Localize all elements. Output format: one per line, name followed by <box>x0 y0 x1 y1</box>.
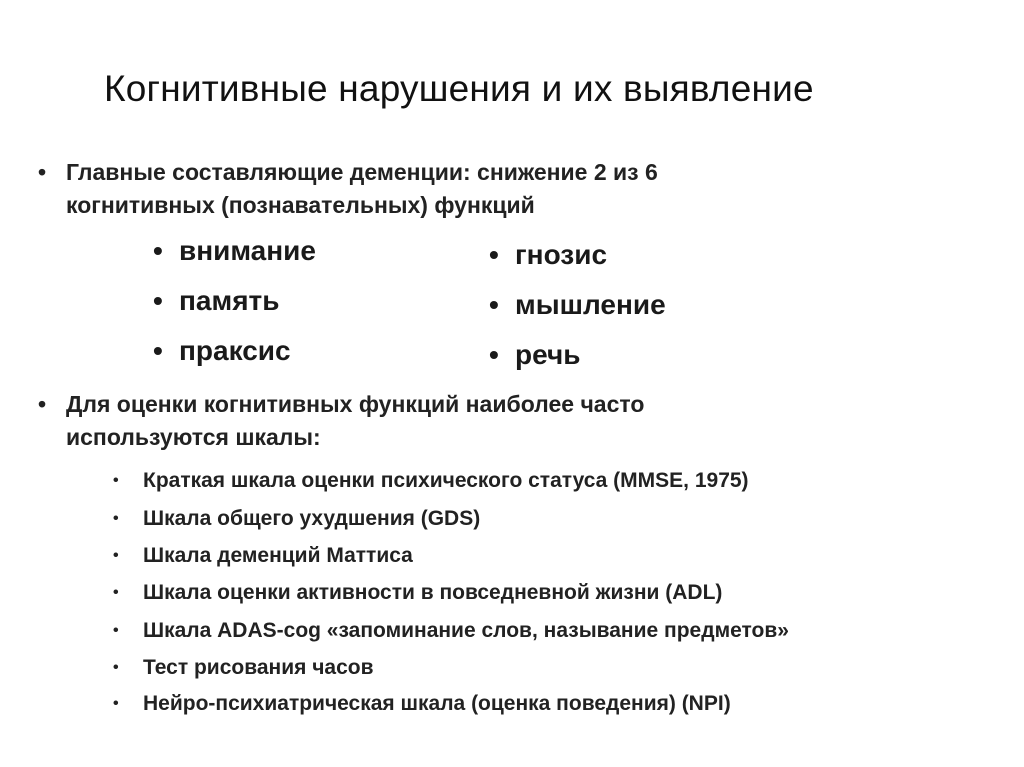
bullet-assessment-scales <box>38 388 838 454</box>
bullet-marker: • <box>153 235 163 266</box>
function-label: внимание <box>179 235 316 266</box>
bullet-marker: • <box>113 472 119 489</box>
function-item <box>153 284 279 318</box>
bullet-text-line1: Для оценки когнитивных функций наиболее часто <box>66 391 645 417</box>
function-label: мышление <box>515 289 666 320</box>
bullet-marker: • <box>113 695 119 712</box>
bullet-marker: • <box>113 510 119 527</box>
scale-label: Нейро-психиатрическая шкала (оценка поведения) (NPI) <box>143 692 731 715</box>
function-item <box>489 338 580 372</box>
bullet-marker: • <box>489 239 499 270</box>
bullet-marker: • <box>38 159 47 185</box>
function-label: речь <box>515 339 581 370</box>
scale-label: Тест рисования часов <box>143 656 374 679</box>
bullet-marker: • <box>113 547 119 564</box>
function-item <box>153 234 316 268</box>
function-label: праксис <box>179 335 291 366</box>
function-item <box>489 238 607 272</box>
scale-item <box>113 579 722 607</box>
bullet-text-line2: используются шкалы: <box>66 424 321 450</box>
bullet-text-line2: когнитивных (познавательных) функций <box>66 192 535 218</box>
bullet-marker: • <box>489 339 499 370</box>
bullet-marker: • <box>113 584 119 601</box>
scale-item <box>113 690 731 718</box>
scale-item <box>113 467 749 495</box>
scale-label: Шкала ADAS-cog «запоминание слов, называние предметов» <box>143 619 789 642</box>
scale-item <box>113 617 789 645</box>
scale-item <box>113 542 413 570</box>
bullet-text-line1: Главные составляющие деменции: снижение 2 из 6 <box>66 159 658 185</box>
function-label: гнозис <box>515 239 608 270</box>
function-item <box>153 334 291 368</box>
scale-label: Шкала деменций Маттиса <box>143 544 413 567</box>
scale-label: Шкала общего ухудшения (GDS) <box>143 507 481 530</box>
bullet-dementia-components <box>38 156 838 222</box>
scale-label: Шкала оценки активности в повседневной жизни (ADL) <box>143 581 723 604</box>
function-label: память <box>179 285 280 316</box>
bullet-marker: • <box>113 622 119 639</box>
bullet-marker: • <box>38 391 47 417</box>
function-item <box>489 288 666 322</box>
scale-item <box>113 654 374 682</box>
bullet-marker: • <box>113 659 119 676</box>
bullet-marker: • <box>153 285 163 316</box>
bullet-marker: • <box>489 289 499 320</box>
bullet-marker: • <box>153 335 163 366</box>
scale-label: Краткая шкала оценки психического статуса (MMSE, 1975) <box>143 469 749 492</box>
slide-title: Когнитивные нарушения и их выявление <box>104 68 814 109</box>
scale-item <box>113 505 480 533</box>
